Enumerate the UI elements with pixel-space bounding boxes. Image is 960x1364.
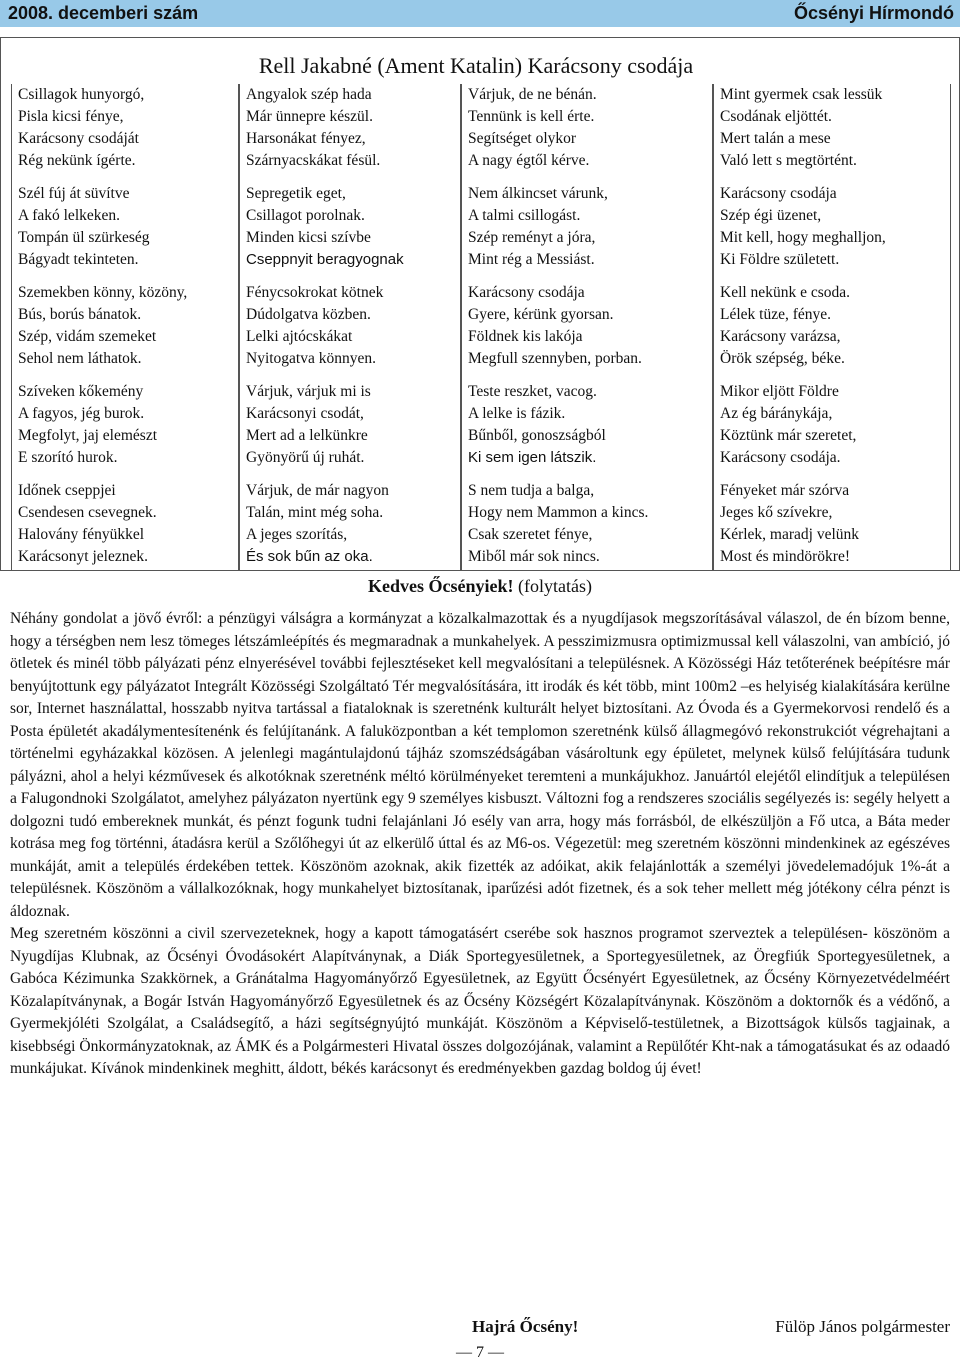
poem-title: Rell Jakabné (Ament Katalin) Karácsony csodája <box>258 53 694 78</box>
poem-line: A jeges szorítás, <box>246 526 348 543</box>
poem-line: Karácsonyi csodát, <box>246 405 364 422</box>
poem-line: Az ég báránykája, <box>720 405 833 422</box>
poem-line: Szemekben könny, közöny, <box>18 284 188 301</box>
article-paragraph: Meg szeretném köszönni a civil szervezeteknek, hogy a kapott támogatásért cserébe sok hasznos programot szerveztek a településen- köszönöm a Nyugdíjas Klubnak, az Őcsényi Óvodásokért Alapítványnak, a Diák Sportegyesületnek, a Sportegyesületnek, az Öregfiúk Sportegyesületnek, a Gabóca Kézimunka Szakkörnek, a Gránátalma Hagyományőrző Egyesületnek, az Együtt Őcsényért Egyesületnek, az Őcsény Környezetvédelméért Közalapítványnak, a Bogár István Hagyományőrző Egyesületnek és az Őcsény Községért Közalapítványnak. Köszönöm a doktornők és a védőnő, a Gyermekjóléti Szolgálat, a Családsegítő, a házi segítségnyújtó munkáját. Köszönöm a Képviselő-testületnek, a Bizottságok külsős tagjainak, a kisebbségi Önkormányzatoknak, az ÁMK és a Polgármesteri Hivatal összes dolgozójának, valamint a Repülőtér Kht-nak a támogatásukat és az odaadó munkájukat. Kívánok mindenkinek meghitt, áldott, békés karácsonyt és eredményekben gazdag boldog új évet! <box>10 925 950 1077</box>
poem-line: Csak szeretet fénye, <box>468 526 593 543</box>
poem-line: Való lett s megtörtént. <box>720 152 857 169</box>
poem-column-2 <box>239 84 461 571</box>
poem-box <box>0 37 960 571</box>
poem-line: Lélek tüze, fénye. <box>720 306 832 323</box>
poem-line: Fénycsokrokat kötnek <box>246 284 384 301</box>
poem-line: Nem álkincset várunk, <box>468 185 608 202</box>
poem-line: Mint gyermek csak lessük <box>720 86 883 103</box>
poem-line: Karácsony csodája. <box>720 449 841 466</box>
poem-line: Mikor eljött Földre <box>720 383 839 400</box>
page-number: — 7 — <box>456 1344 504 1361</box>
poem-stanza <box>468 84 712 172</box>
poem-line: Szél fúj át süvítve <box>18 185 130 202</box>
poem-line: Csendesen csevegnek. <box>18 504 157 521</box>
poem-line: Bágyadt tekinteten. <box>18 251 139 268</box>
poem-stanza <box>468 282 712 370</box>
poem-line: Segítséget olykor <box>468 130 577 147</box>
article-title-main: Kedves Őcsényiek! <box>368 576 514 596</box>
poem-line: Sehol nem láthatok. <box>18 350 142 367</box>
poem-stanza <box>246 282 460 370</box>
poem-column-3 <box>461 84 713 571</box>
issue-date: 2008. decemberi szám <box>8 3 199 23</box>
poem-line: Talán, mint még soha. <box>246 504 384 521</box>
poem-line: Lelki ajtócskákat <box>246 328 353 345</box>
poem-stanza <box>468 480 712 568</box>
poem-column-1 <box>11 84 239 571</box>
poem-stanza <box>246 183 460 271</box>
poem-line: Mit kell, hogy meghalljon, <box>720 229 886 246</box>
poem-line: Pisla kicsi fénye, <box>18 108 124 125</box>
poem-line: Szép égi üzenet, <box>720 207 822 224</box>
poem-line: Kell nekünk e csoda. <box>720 284 850 301</box>
poem-line: Örök szépség, béke. <box>720 350 845 367</box>
poem-line: Már ünnepre készül. <box>246 108 373 125</box>
poem-stanza <box>246 84 460 172</box>
poem-stanza <box>18 84 238 172</box>
poem-line: A fakó lelkeken. <box>18 207 121 224</box>
article-body <box>10 608 950 1081</box>
poem-line: Karácsony csodája <box>468 284 585 301</box>
poem-line: Köztünk már szeretet, <box>720 427 857 444</box>
poem-line: Gyere, kérünk gyorsan. <box>468 306 614 323</box>
poem-line: És sok bűn az oka. <box>246 548 373 565</box>
poem-line: Nyitogatva könnyen. <box>246 350 377 367</box>
poem-line: A talmi csillogást. <box>468 207 581 224</box>
poem-stanza <box>720 282 950 370</box>
poem-line: Minden kicsi szívbe <box>246 229 371 246</box>
poem-stanza <box>18 282 238 370</box>
poem-line: Miből már sok nincs. <box>468 548 600 565</box>
poem-line: Szép, vidám szemeket <box>18 328 157 345</box>
poem-stanza <box>468 381 712 469</box>
poem-line: Mint rég a Messiást. <box>468 251 595 268</box>
poem-line: Kérlek, maradj velünk <box>720 526 860 543</box>
poem-line: Várjuk, de ne bénán. <box>468 86 597 103</box>
poem-stanza <box>720 84 950 172</box>
poem-line: Bűnből, gonoszságból <box>468 427 606 444</box>
poem-line: Földnek kis lakója <box>468 328 583 345</box>
poem-line: Szárnyacskákat fésül. <box>246 152 381 169</box>
poem-line: Jeges kő szívekre, <box>720 504 833 521</box>
newspaper-title: Őcsényi Hírmondó <box>793 3 954 23</box>
poem-stanza <box>18 183 238 271</box>
poem-line: Ki sem igen látszik. <box>468 449 597 466</box>
poem-stanza <box>246 381 460 469</box>
article-title-suffix: (folytatás) <box>513 576 592 596</box>
poem-line: Hogy nem Mammon a kincs. <box>468 504 649 521</box>
poem-line: Dúdolgatva közben. <box>246 306 371 323</box>
poem-line: Szíveken kőkemény <box>18 383 144 400</box>
poem-line: Megfolyt, jaj elemészt <box>18 427 158 444</box>
poem-column-4 <box>713 84 951 571</box>
poem-line: Rég nekünk ígérte. <box>18 152 136 169</box>
poem-line: Bús, borús bánatok. <box>18 306 142 323</box>
poem-line: Csillagok hunyorgó, <box>18 86 145 103</box>
poem-line: Csodának eljöttét. <box>720 108 832 125</box>
poem-stanza <box>720 480 950 568</box>
poem-line: Várjuk, várjuk mi is <box>246 383 371 400</box>
poem-line: Most és mindörökre! <box>720 548 851 565</box>
poem-line: Tompán ül szürkeség <box>18 229 150 246</box>
poem-line: S nem tudja a balga, <box>468 482 595 499</box>
poem-line: Ki Földre született. <box>720 251 840 268</box>
poem-stanza <box>720 183 950 271</box>
poem-line: Mert ad a lelkünkre <box>246 427 368 444</box>
poem-line: Karácsony csodája <box>720 185 837 202</box>
poem-line: Szép reményt a jóra, <box>468 229 596 246</box>
closing-line: Hajrá Őcsény! <box>472 1317 579 1336</box>
poem-line: Halovány fényükkel <box>18 526 145 543</box>
poem-line: Karácsonyt jeleznek. <box>18 548 148 565</box>
poem-line: Teste reszket, vacog. <box>468 383 597 400</box>
poem-line: Cseppnyit beragyognak <box>246 251 404 268</box>
poem-stanza <box>468 183 712 271</box>
poem-line: Várjuk, de már nagyon <box>246 482 389 499</box>
poem-line: Fényeket már szórva <box>720 482 850 499</box>
poem-line: Gyönyörű új ruhát. <box>246 449 365 466</box>
poem-line: Harsonákat fényez, <box>246 130 366 147</box>
poem-line: A nagy égtől kérve. <box>468 152 590 169</box>
poem-stanza <box>18 381 238 469</box>
poem-line: Mert talán a mese <box>720 130 831 147</box>
poem-line: Megfull szennyben, porban. <box>468 350 642 367</box>
poem-stanza <box>246 480 460 568</box>
article-title <box>0 575 960 597</box>
poem-line: Karácsony csodáját <box>18 130 139 147</box>
poem-line: Angyalok szép hada <box>246 86 372 103</box>
poem-stanza <box>720 381 950 469</box>
article-paragraph: Néhány gondolat a jövő évről: a pénzügyi válságra a kormányzat a közalkalmazottak és a nyugdíjasok megszorításával válaszol, de én bízom benne, hogy a térségben nem lesz tömeges létszámleépítés és megmaradnak a munkahelyek. A pesszimizmusra optimizmussal kell válaszolni, van ambíció, jó ötletek és minél több pályázati pénz elnyerésével további fejlesztéseket kell megvalósítani a településnek. A Közösségi Ház tetőterének beépítésre már benyújtottunk egy pályázatot Integrált Közösségi Szolgáltató Tér megvalósítására, itt irodák és két több, mint 100m2 –es helyiség kialakítására kerülne sor, Internet használattal, hosszabb nyitva tartással a fiataloknak is szeretnénk kulturált helyet biztosítani. Az Óvoda és a Gyermekorvosi rendelő és a Posta épületét akadálymentesítenénk és felújítanánk. A faluközpontban a két templomon szeretnénk külső állagmegóvó rekonstrukciót végrehajtani a történelmi egyházakkal közösen. A jelenlegi magántulajdonú tájház szomszédságában vásároltunk egy épületet, melynek külső felújítására tudunk pályázni, ahol a helyi kézművesek és alkotóknak szeretnénk méltó körülményeket teremteni a munkájukhoz. Januártól elejétől elindítjuk a településen a Falugondnoki Szolgálatot, amelyhez pályázaton nyertünk egy 9 személyes kisbuszt. Változni fog a rendszeres szociális segélyezés is: segély helyett a dolgozni tudó embereknek munkát, és pénzt fogunk tudni felajánlani Jó esély van arra, hogy más forrásból, de elkészüljön a Fő utca, a Báta meder kotrása meg fog történni, átadásra kerül a Szőlőhegyi út az elkerülő úttal és az M6-os. Végezetül: meg szeretném köszönni mindenkinek az egészéves munkáját, amit a település érdekében tettek. Köszönöm azoknak, akik fizették az adóikat, akik felajánlották a személyi jövedelemadójuk 1%-át a településnek. Köszönöm a vállalkozóknak, hogy munkahelyet biztosítanak, iparűzési adót fizetnek, és a sok teher mellett még jótékony célra pénzt is áldoznak. <box>10 610 950 920</box>
signature: Fülöp János polgármester <box>775 1317 950 1336</box>
poem-line: Időnek cseppjei <box>18 482 116 499</box>
poem-line: A fagyos, jég burok. <box>18 405 145 422</box>
poem-line: A lelke is fázik. <box>468 405 566 422</box>
poem-line: E szorító hurok. <box>18 449 118 466</box>
poem-line: Tennünk is kell érte. <box>468 108 595 125</box>
poem-line: Csillagot porolnak. <box>246 207 365 224</box>
poem-stanza <box>18 480 238 568</box>
poem-line: Sepregetik eget, <box>246 185 346 202</box>
page-header <box>0 0 960 27</box>
poem-line: Karácsony varázsa, <box>720 328 841 345</box>
